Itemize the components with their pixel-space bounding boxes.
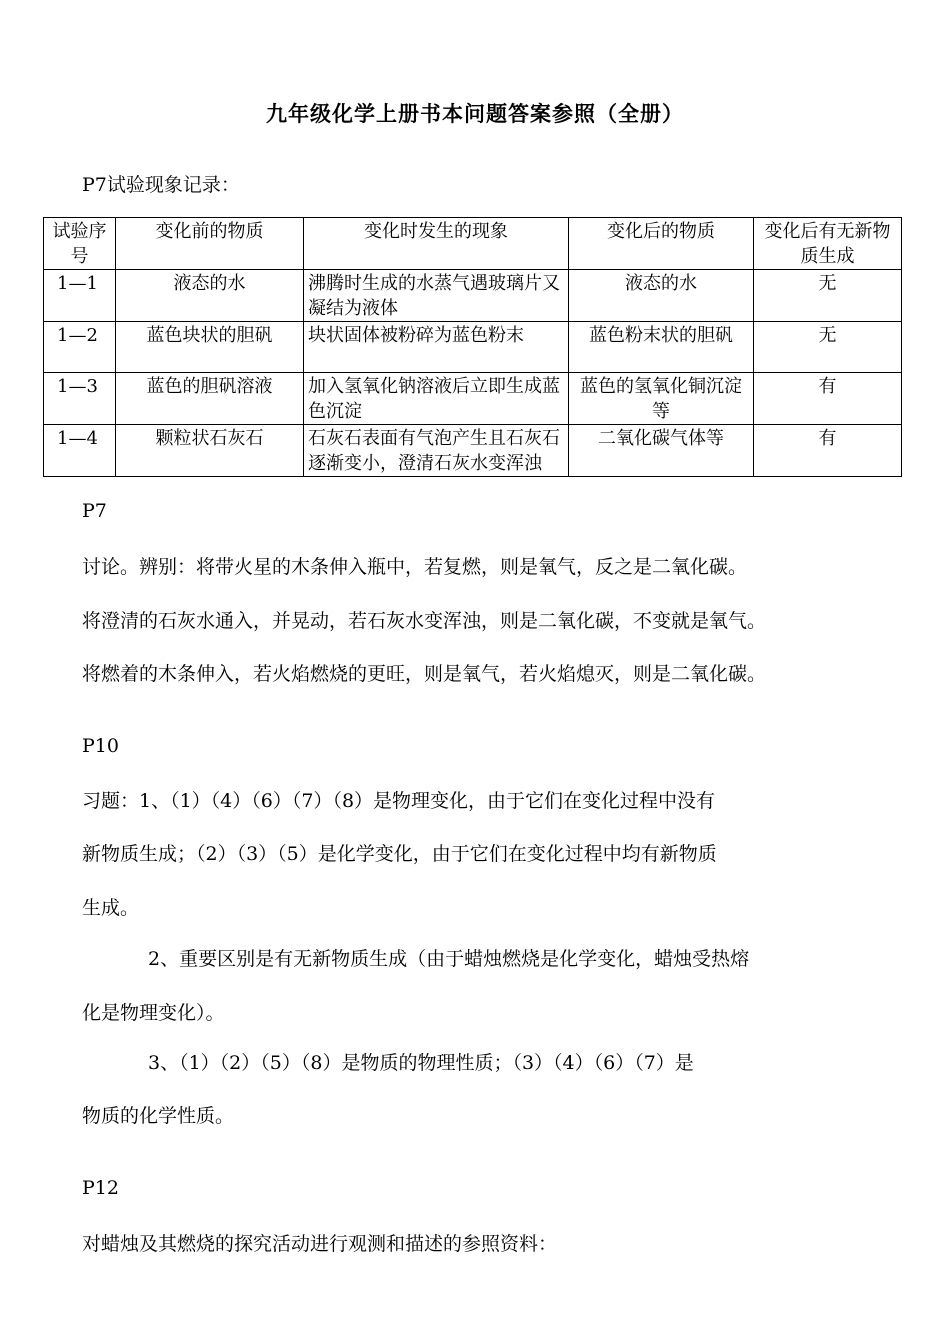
exercise-line: 物质的化学性质。 [82, 1105, 235, 1127]
table-cell: 颗粒状石灰石 [116, 425, 304, 477]
table-cell: 液态的水 [116, 270, 304, 322]
table-cell: 蓝色的氢氧化铜沉淀等 [569, 373, 754, 425]
table-cell: 1—3 [44, 373, 116, 425]
table-row [44, 270, 902, 322]
section-p10-label: P10 [82, 735, 119, 757]
table-row [44, 425, 902, 477]
table-cell: 蓝色粉末状的胆矾 [569, 322, 754, 373]
section-p12-label: P12 [82, 1177, 119, 1199]
discussion-line: 讨论。辨别：将带火星的木条伸入瓶中，若复燃，则是氧气，反之是二氧化碳。 [82, 556, 748, 578]
table-row [44, 322, 902, 373]
table-cell: 无 [754, 322, 902, 373]
table-cell: 沸腾时生成的水蒸气遇玻璃片又凝结为液体 [304, 270, 569, 322]
table-cell: 1—1 [44, 270, 116, 322]
exercise-line: 2、重要区别是有无新物质生成（由于蜡烛燃烧是化学变化，蜡烛受热熔 [148, 948, 750, 970]
section-p7-label: P7 [82, 500, 107, 522]
exercise-line: 化是物理变化）。 [82, 1002, 225, 1024]
p12-line: 对蜡烛及其燃烧的探究活动进行观测和描述的参照资料： [82, 1233, 558, 1255]
table-header-row [44, 218, 902, 270]
table-header-cell: 变化后有无新物质生成 [754, 218, 902, 270]
table-cell: 液态的水 [569, 270, 754, 322]
table-row [44, 373, 902, 425]
table-cell: 蓝色的胆矾溶液 [116, 373, 304, 425]
table-cell: 石灰石表面有气泡产生且石灰石逐渐变小，澄清石灰水变浑浊 [304, 425, 569, 477]
table-cell: 有 [754, 425, 902, 477]
exercise-line: 3、（1）（2）（5）（8）是物质的物理性质；（3）（4）（6）（7）是 [148, 1052, 694, 1074]
exercise-line: 生成。 [82, 897, 140, 919]
table-header-cell: 变化后的物质 [569, 218, 754, 270]
table-header-cell: 试验序号 [44, 218, 116, 270]
table-header-cell: 变化时发生的现象 [304, 218, 569, 270]
table-header-cell: 变化前的物质 [116, 218, 304, 270]
table-cell: 1—4 [44, 425, 116, 477]
table-cell: 无 [754, 270, 902, 322]
section-p7-record: P7试验现象记录： [82, 174, 240, 196]
table-cell: 蓝色块状的胆矾 [116, 322, 304, 373]
exercise-line: 习题：1、（1）（4）（6）（7）（8）是物理变化，由于它们在变化过程中没有 [82, 790, 716, 812]
table-cell: 二氧化碳气体等 [569, 425, 754, 477]
table-cell: 加入氢氧化钠溶液后立即生成蓝色沉淀 [304, 373, 569, 425]
experiment-table [43, 217, 902, 477]
exercise-line: 新物质生成；（2）（3）（5）是化学变化，由于它们在变化过程中均有新物质 [82, 843, 717, 865]
table-cell: 1—2 [44, 322, 116, 373]
table-cell: 有 [754, 373, 902, 425]
discussion-line: 将澄清的石灰水通入，并晃动，若石灰水变浑浊，则是二氧化碳，不变就是氧气。 [82, 610, 767, 632]
discussion-line: 将燃着的木条伸入，若火焰燃烧的更旺，则是氧气，若火焰熄灭，则是二氧化碳。 [82, 663, 767, 685]
document-title: 九年级化学上册书本问题答案参照（全册） [266, 101, 684, 126]
table-cell: 块状固体被粉碎为蓝色粉末 [304, 322, 569, 373]
